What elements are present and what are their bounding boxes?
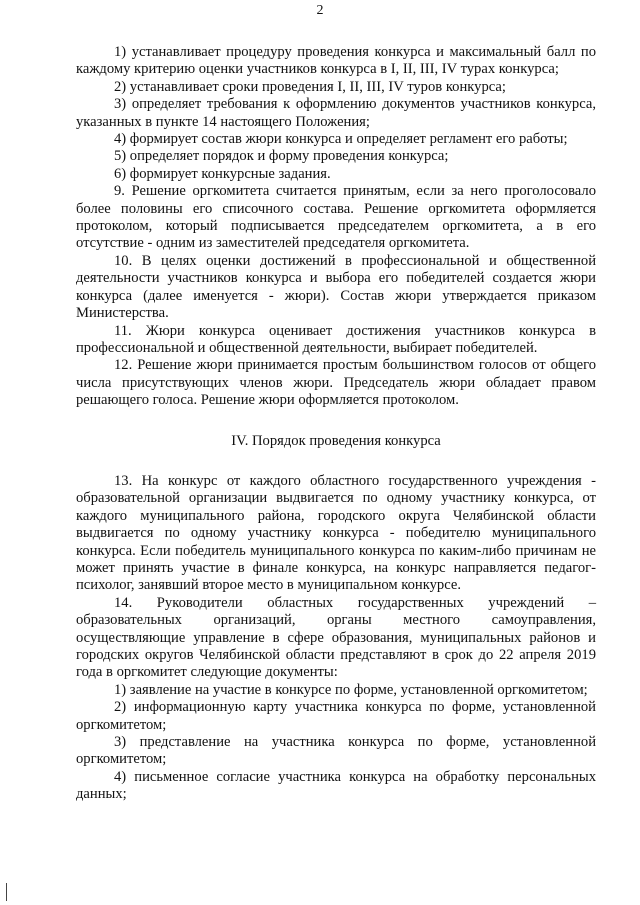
paragraph: 9. Решение оргкомитета считается принятым, если за него проголосовало более половины его списочного состава. Решение оргкомитета оформляется протоколом, который подписывается председателем оргкомитета, а в его отсутствие - одним из заместителей председателя оргкомитета.	[76, 183, 596, 252]
paragraph: 1) заявление на участие в конкурсе по форме, установленной оргкомитетом;	[114, 681, 588, 698]
paragraph: 12. Решение жюри принимается простым большинством голосов от общего числа присутствующих членов жюри. Председатель жюри обладает правом решающего голоса. Решение жюри оформляется протоколом.	[76, 357, 596, 409]
paragraph: 13. На конкурс от каждого областного государственного учреждения - образовательной организации выдвигается по одному участнику конкурса, от каждого муниципального района, городского округа Челябинской области выдвигается по одному участнику конкурса - победителю муниципального конкурса. Если победитель муниципального конкурса по каким-либо причинам не может принять участие в финале конкурса, на конкурс направляется педагог-психолог, занявший второе место в муниципальном конкурсе.	[76, 472, 596, 594]
paragraph: 6) формирует конкурсные задания.	[114, 165, 331, 182]
paragraph: 1) устанавливает процедуру проведения конкурса и максимальный балл по каждому критерию оценки участников конкурса в I, II, III, IV турах конкурса;	[76, 44, 596, 78]
paragraph: 5) определяет порядок и форму проведения конкурса;	[114, 148, 449, 165]
paragraph: 3) представление на участника конкурса по форме, установленной оргкомитетом;	[76, 734, 596, 768]
paragraph: 10. В целях оценки достижений в профессиональной и общественной деятельности участников конкурса и выбора его победителей создается жюри конкурса (далее именуется - жюри). Состав жюри утверждается приказом Министерства.	[76, 252, 596, 322]
paragraph: 3) определяет требования к оформлению документов участников конкурса, указанных в пункте 14 настоящего Положения;	[76, 96, 596, 130]
paragraph: 2) информационную карту участника конкурса по форме, установленной оргкомитетом;	[76, 699, 596, 733]
page-number: 2	[316, 3, 324, 18]
paragraph: 11. Жюри конкурса оценивает достижения участников конкурса в профессиональной и общественной деятельности, выбирает победителей.	[76, 322, 596, 356]
paragraph: 4) формирует состав жюри конкурса и определяет регламент его работы;	[114, 131, 568, 148]
spacer	[76, 410, 596, 433]
paragraph: 14. Руководители областных государственных учреждений – образовательных организаций, органы местного самоуправления, осуществляющие управление в сфере образования, муниципальных районов и городских округов Челябинской области представляют в срок до 22 апреля 2019 года в оргкомитет следующие документы:	[76, 594, 596, 681]
document-body	[76, 44, 596, 804]
paragraph: 4) письменное согласие участника конкурса на обработку персональных данных;	[76, 768, 596, 803]
section-heading: IV. Порядок проведения конкурса	[231, 432, 441, 449]
scan-edge-mark	[6, 883, 7, 901]
spacer	[76, 450, 596, 473]
paragraph: 2) устанавливает сроки проведения I, II, III, IV туров конкурса;	[114, 78, 506, 95]
